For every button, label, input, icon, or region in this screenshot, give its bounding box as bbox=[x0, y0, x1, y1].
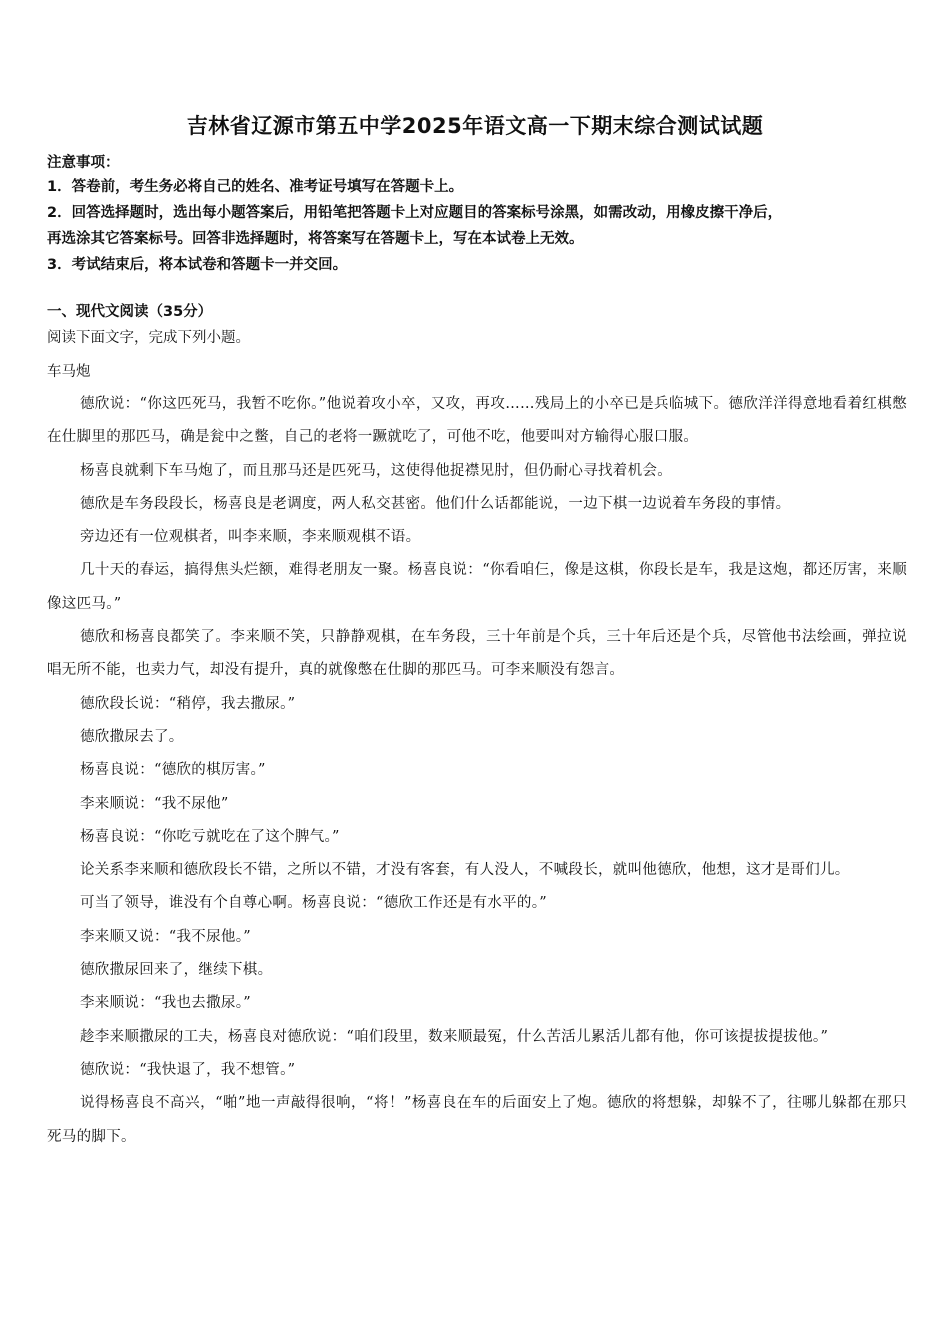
story-paragraph: 德欣段长说：“稍停，我去撒尿。” bbox=[80, 695, 296, 712]
notice-heading: 注意事项： bbox=[47, 155, 120, 171]
notice-item: 3．考试结束后，将本试卷和答题卡一并交回。 bbox=[47, 257, 348, 273]
section-instruction: 阅读下面文字，完成下列小题。 bbox=[47, 330, 250, 346]
story-paragraph: 几十天的春运，搞得焦头烂额，难得老朋友一聚。杨喜良说：“你看咱仨，像是这棋，你段长是车，我是这炮，都还厉害，来顺像这匹马。” bbox=[47, 562, 907, 612]
story-paragraph: 德欣是车务段段长，杨喜良是老调度，两人私交甚密。他们什么话都能说，一边下棋一边说着车务段的事情。 bbox=[80, 495, 791, 512]
story-paragraph: 杨喜良说：“德欣的棋厉害。” bbox=[80, 762, 266, 779]
story-paragraph: 德欣和杨喜良都笑了。李来顺不笑，只静静观棋，在车务段，三十年前是个兵，三十年后还是个兵，尽管他书法绘画，弹拉说唱无所不能，也卖力气，却没有提升，真的就像憋在仕脚的那匹马。可李来顺没有怨言。 bbox=[47, 629, 907, 679]
story-paragraph: 杨喜良说：“你吃亏就吃在了这个脾气。” bbox=[80, 828, 340, 845]
story-paragraph: 趁李来顺撒尿的工夫，杨喜良对德欣说：“咱们段里，数来顺最冤，什么苦活儿累活儿都有他，你可该提拔提拔他。” bbox=[80, 1028, 829, 1045]
story-paragraph: 论关系李来顺和德欣段长不错，之所以不错，才没有客套，有人没人，不喊段长，就叫他德欣，他想，这才是哥们儿。 bbox=[80, 862, 850, 879]
story-body bbox=[47, 388, 907, 1154]
story-paragraph: 德欣说：“你这匹死马，我暂不吃你。”他说着攻小卒，又攻，再攻……残局上的小卒已是兵临城下。德欣洋洋得意地看着红棋憋在仕脚里的那匹马，确是瓮中之鳖，自己的老将一蹶就吃了，可他不吃，他要叫对方输得心服口服。 bbox=[47, 396, 907, 446]
story-paragraph: 李来顺说：“我也去撒尿。” bbox=[80, 995, 251, 1012]
story-paragraph: 杨喜良就剩下车马炮了，而且那马还是匹死马，这使得他捉襟见肘，但仍耐心寻找着机会。 bbox=[80, 462, 672, 479]
page-title: 吉林省辽源市第五中学2025年语文高一下期末综合测试试题 bbox=[186, 114, 764, 138]
story-paragraph: 旁边还有一位观棋者，叫李来顺，李来顺观棋不语。 bbox=[80, 529, 421, 546]
story-paragraph: 可当了领导，谁没有个自尊心啊。杨喜良说：“德欣工作还是有水平的。” bbox=[80, 895, 547, 912]
story-paragraph: 德欣说：“我快退了，我不想管。” bbox=[80, 1061, 296, 1078]
story-paragraph: 德欣撒尿回来了，继续下棋。 bbox=[80, 962, 273, 979]
story-paragraph: 德欣撒尿去了。 bbox=[80, 728, 184, 745]
story-paragraph: 李来顺说：“我不尿他” bbox=[80, 795, 229, 812]
story-title: 车马炮 bbox=[47, 364, 91, 380]
story-paragraph: 说得杨喜良不高兴，“啪”地一声敲得很响，“将！”杨喜良在车的后面安上了炮。德欣的将想躲，却躲不了，往哪儿躲都在那只死马的脚下。 bbox=[47, 1095, 907, 1145]
story-paragraph: 李来顺又说：“我不尿他。” bbox=[80, 928, 251, 945]
notice-block bbox=[47, 152, 917, 278]
notice-item: 1．答卷前，考生务必将自己的姓名、准考证号填写在答题卡上。 bbox=[47, 179, 464, 195]
notice-item: 2．回答选择题时，选出每小题答案后，用铅笔把答题卡上对应题目的答案标号涂黑，如需改动，用橡皮擦干净后， bbox=[47, 205, 783, 221]
notice-item: 再选涂其它答案标号。回答非选择题时，将答案写在答题卡上，写在本试卷上无效。 bbox=[47, 231, 584, 247]
section-heading: 一、现代文阅读（35分） bbox=[47, 304, 213, 320]
